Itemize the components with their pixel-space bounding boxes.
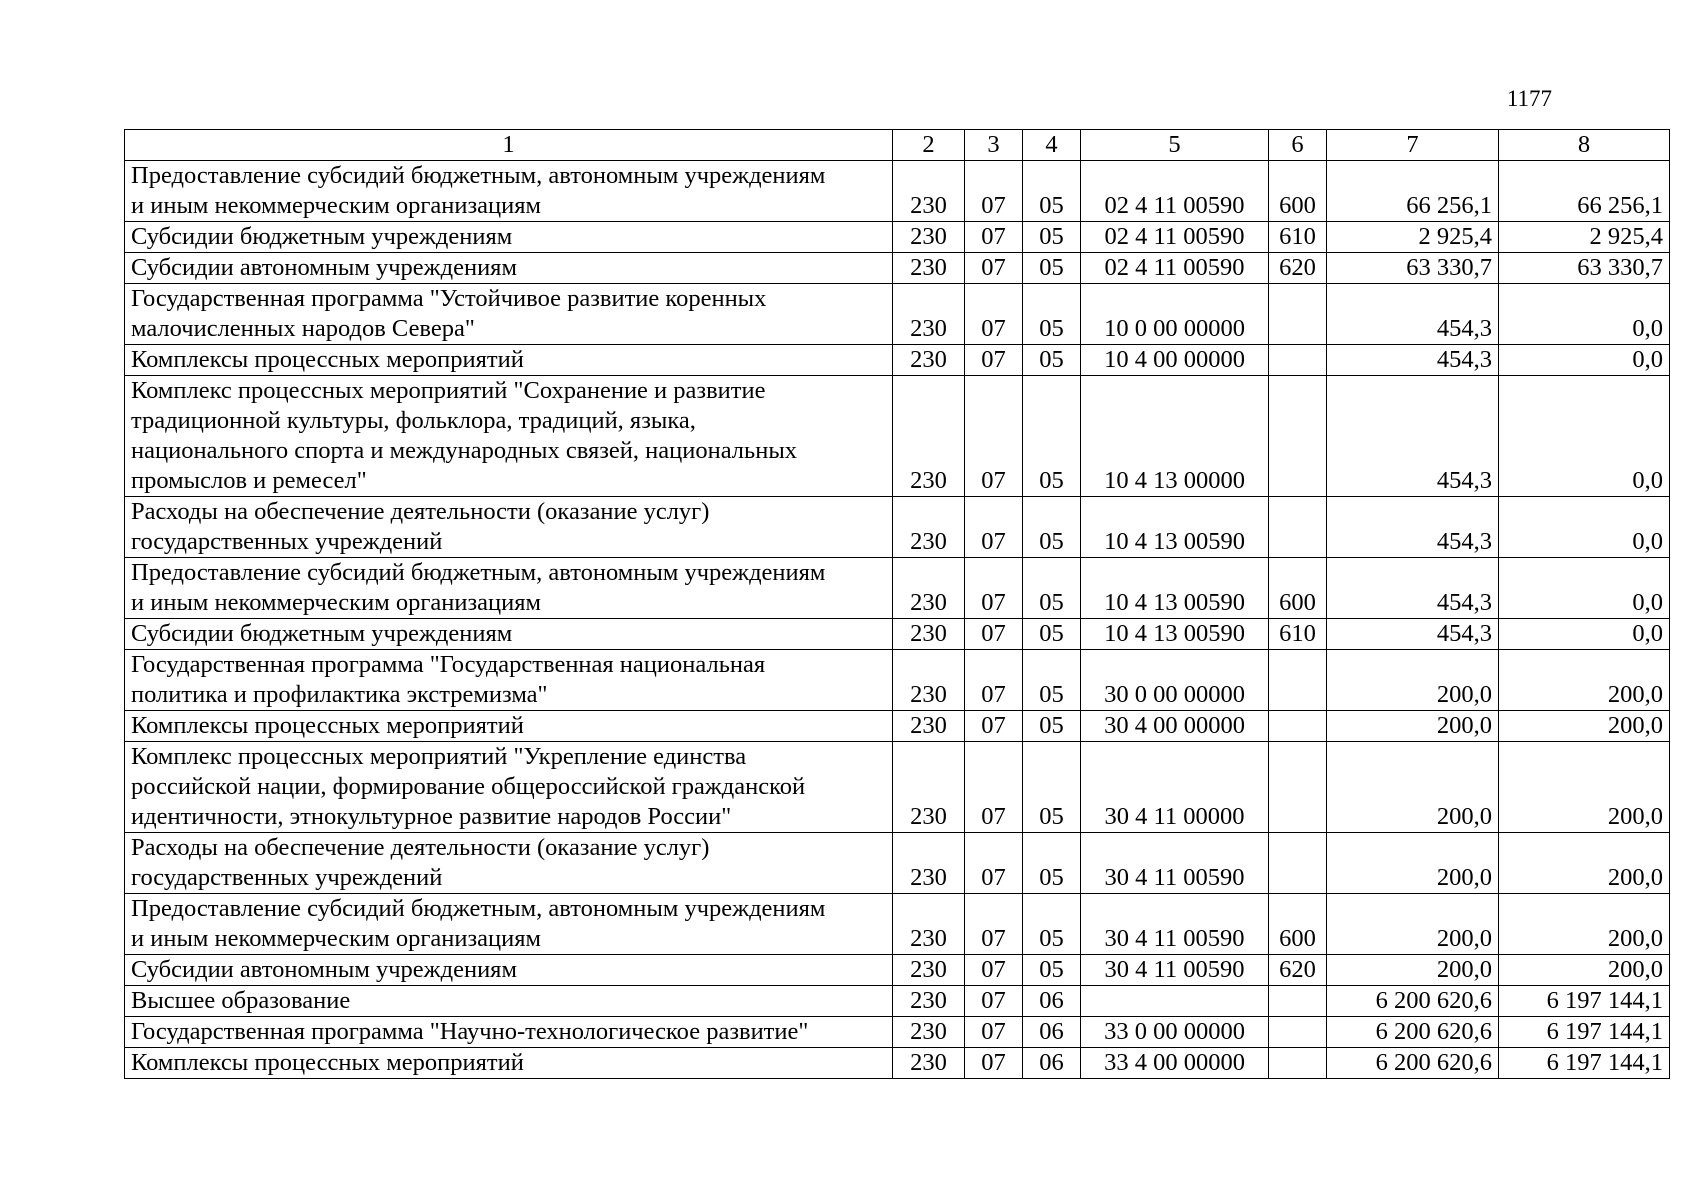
code-ministry-cell: 230 [893, 833, 965, 894]
amount-col-8-cell: 0,0 [1499, 284, 1670, 345]
amount-col-8-cell: 0,0 [1499, 558, 1670, 619]
code-target-article-cell: 30 4 11 00000 [1081, 742, 1269, 833]
column-header-8: 8 [1499, 130, 1670, 161]
code-target-article-cell [1081, 986, 1269, 1017]
page-number: 1177 [1506, 86, 1552, 111]
code-section-cell: 07 [965, 955, 1023, 986]
table-row [125, 345, 1670, 376]
table-row [125, 894, 1670, 955]
table-row [125, 619, 1670, 650]
code-section-cell: 07 [965, 986, 1023, 1017]
code-subsection-cell: 06 [1023, 1017, 1081, 1048]
code-ministry-cell: 230 [893, 894, 965, 955]
code-expense-type-cell [1269, 742, 1327, 833]
code-ministry-cell: 230 [893, 253, 965, 284]
code-ministry-cell: 230 [893, 742, 965, 833]
code-target-article-cell: 30 4 11 00590 [1081, 894, 1269, 955]
amount-col-7-cell: 454,3 [1327, 497, 1499, 558]
code-section-cell: 07 [965, 161, 1023, 222]
code-ministry-cell: 230 [893, 222, 965, 253]
code-ministry-cell: 230 [893, 650, 965, 711]
code-section-cell: 07 [965, 619, 1023, 650]
code-section-cell: 07 [965, 284, 1023, 345]
column-header-6: 6 [1269, 130, 1327, 161]
code-section-cell: 07 [965, 497, 1023, 558]
code-ministry-cell: 230 [893, 558, 965, 619]
amount-col-8-cell: 66 256,1 [1499, 161, 1670, 222]
amount-col-7-cell: 6 200 620,6 [1327, 1048, 1499, 1079]
amount-col-7-cell: 200,0 [1327, 833, 1499, 894]
budget-table [124, 129, 1670, 1079]
table-row [125, 558, 1670, 619]
code-target-article-cell: 02 4 11 00590 [1081, 222, 1269, 253]
amount-col-8-cell: 0,0 [1499, 376, 1670, 497]
amount-col-7-cell: 454,3 [1327, 558, 1499, 619]
table-row [125, 253, 1670, 284]
amount-col-7-cell: 454,3 [1327, 345, 1499, 376]
code-subsection-cell: 05 [1023, 558, 1081, 619]
code-subsection-cell: 05 [1023, 650, 1081, 711]
amount-col-8-cell: 200,0 [1499, 955, 1670, 986]
code-section-cell: 07 [965, 558, 1023, 619]
code-expense-type-cell [1269, 376, 1327, 497]
row-name-cell: Государственная программа "Устойчивое развитие коренных малочисленных народов Севера" [125, 284, 893, 345]
code-subsection-cell: 05 [1023, 376, 1081, 497]
row-name-cell: Комплекс процессных мероприятий "Сохранение и развитие традиционной культуры, фольклора, традиций, языка, национального спорта и международных связей, национальных промыслов и ремесел" [125, 376, 893, 497]
code-expense-type-cell [1269, 284, 1327, 345]
row-name-cell: Комплексы процессных мероприятий [125, 1048, 893, 1079]
code-target-article-cell: 10 4 13 00000 [1081, 376, 1269, 497]
amount-col-7-cell: 6 200 620,6 [1327, 986, 1499, 1017]
table-row [125, 1017, 1670, 1048]
amount-col-8-cell: 63 330,7 [1499, 253, 1670, 284]
amount-col-7-cell: 63 330,7 [1327, 253, 1499, 284]
row-name-cell: Расходы на обеспечение деятельности (оказание услуг) государственных учреждений [125, 833, 893, 894]
code-target-article-cell: 30 4 11 00590 [1081, 833, 1269, 894]
row-name-cell: Предоставление субсидий бюджетным, автономным учреждениям и иным некоммерческим организациям [125, 894, 893, 955]
code-section-cell: 07 [965, 376, 1023, 497]
row-name-cell: Комплексы процессных мероприятий [125, 345, 893, 376]
amount-col-8-cell: 6 197 144,1 [1499, 1017, 1670, 1048]
code-ministry-cell: 230 [893, 711, 965, 742]
row-name-cell: Субсидии бюджетным учреждениям [125, 222, 893, 253]
amount-col-8-cell: 200,0 [1499, 833, 1670, 894]
table-row [125, 161, 1670, 222]
table-row [125, 742, 1670, 833]
code-subsection-cell: 05 [1023, 253, 1081, 284]
table-row [125, 497, 1670, 558]
table-row [125, 222, 1670, 253]
amount-col-7-cell: 66 256,1 [1327, 161, 1499, 222]
table-body [125, 161, 1670, 1079]
amount-col-7-cell: 200,0 [1327, 955, 1499, 986]
code-expense-type-cell [1269, 711, 1327, 742]
row-name-cell: Государственная программа "Государственная национальная политика и профилактика экстремизма" [125, 650, 893, 711]
code-target-article-cell: 30 4 00 00000 [1081, 711, 1269, 742]
amount-col-8-cell: 2 925,4 [1499, 222, 1670, 253]
code-section-cell: 07 [965, 1017, 1023, 1048]
amount-col-8-cell: 0,0 [1499, 345, 1670, 376]
code-section-cell: 07 [965, 833, 1023, 894]
code-target-article-cell: 10 4 13 00590 [1081, 497, 1269, 558]
table-row [125, 376, 1670, 497]
code-subsection-cell: 05 [1023, 161, 1081, 222]
code-target-article-cell: 10 4 00 00000 [1081, 345, 1269, 376]
code-expense-type-cell [1269, 650, 1327, 711]
code-expense-type-cell [1269, 833, 1327, 894]
code-subsection-cell: 06 [1023, 986, 1081, 1017]
code-target-article-cell: 30 0 00 00000 [1081, 650, 1269, 711]
code-ministry-cell: 230 [893, 497, 965, 558]
column-header-4: 4 [1023, 130, 1081, 161]
code-subsection-cell: 06 [1023, 1048, 1081, 1079]
row-name-cell: Высшее образование [125, 986, 893, 1017]
code-section-cell: 07 [965, 222, 1023, 253]
code-section-cell: 07 [965, 894, 1023, 955]
column-header-3: 3 [965, 130, 1023, 161]
code-expense-type-cell [1269, 497, 1327, 558]
table-row [125, 711, 1670, 742]
code-expense-type-cell: 600 [1269, 558, 1327, 619]
code-target-article-cell: 02 4 11 00590 [1081, 161, 1269, 222]
code-section-cell: 07 [965, 253, 1023, 284]
amount-col-7-cell: 454,3 [1327, 619, 1499, 650]
amount-col-7-cell: 200,0 [1327, 711, 1499, 742]
column-header-2: 2 [893, 130, 965, 161]
code-expense-type-cell: 600 [1269, 894, 1327, 955]
table-row [125, 1048, 1670, 1079]
code-ministry-cell: 230 [893, 284, 965, 345]
code-expense-type-cell [1269, 986, 1327, 1017]
table-row [125, 650, 1670, 711]
code-expense-type-cell: 600 [1269, 161, 1327, 222]
row-name-cell: Субсидии автономным учреждениям [125, 955, 893, 986]
code-expense-type-cell [1269, 345, 1327, 376]
code-ministry-cell: 230 [893, 376, 965, 497]
amount-col-7-cell: 200,0 [1327, 742, 1499, 833]
column-header-1: 1 [125, 130, 893, 161]
code-section-cell: 07 [965, 711, 1023, 742]
row-name-cell: Субсидии бюджетным учреждениям [125, 619, 893, 650]
table-row [125, 986, 1670, 1017]
code-ministry-cell: 230 [893, 955, 965, 986]
code-target-article-cell: 33 0 00 00000 [1081, 1017, 1269, 1048]
code-subsection-cell: 05 [1023, 284, 1081, 345]
code-expense-type-cell [1269, 1048, 1327, 1079]
code-subsection-cell: 05 [1023, 345, 1081, 376]
amount-col-8-cell: 0,0 [1499, 619, 1670, 650]
amount-col-7-cell: 454,3 [1327, 284, 1499, 345]
amount-col-8-cell: 200,0 [1499, 711, 1670, 742]
amount-col-7-cell: 2 925,4 [1327, 222, 1499, 253]
code-target-article-cell: 30 4 11 00590 [1081, 955, 1269, 986]
amount-col-8-cell: 200,0 [1499, 894, 1670, 955]
code-expense-type-cell: 610 [1269, 619, 1327, 650]
code-expense-type-cell: 610 [1269, 222, 1327, 253]
code-subsection-cell: 05 [1023, 742, 1081, 833]
code-subsection-cell: 05 [1023, 222, 1081, 253]
code-expense-type-cell: 620 [1269, 253, 1327, 284]
amount-col-7-cell: 454,3 [1327, 376, 1499, 497]
amount-col-7-cell: 200,0 [1327, 650, 1499, 711]
code-subsection-cell: 05 [1023, 619, 1081, 650]
amount-col-8-cell: 6 197 144,1 [1499, 986, 1670, 1017]
code-subsection-cell: 05 [1023, 833, 1081, 894]
code-target-article-cell: 10 0 00 00000 [1081, 284, 1269, 345]
code-section-cell: 07 [965, 650, 1023, 711]
code-expense-type-cell [1269, 1017, 1327, 1048]
table-row [125, 284, 1670, 345]
code-subsection-cell: 05 [1023, 711, 1081, 742]
code-subsection-cell: 05 [1023, 894, 1081, 955]
code-target-article-cell: 10 4 13 00590 [1081, 619, 1269, 650]
row-name-cell: Государственная программа "Научно-технологическое развитие" [125, 1017, 893, 1048]
amount-col-7-cell: 200,0 [1327, 894, 1499, 955]
amount-col-8-cell: 0,0 [1499, 497, 1670, 558]
header-row [125, 130, 1670, 161]
table-row [125, 833, 1670, 894]
amount-col-8-cell: 200,0 [1499, 650, 1670, 711]
row-name-cell: Предоставление субсидий бюджетным, автономным учреждениям и иным некоммерческим организациям [125, 558, 893, 619]
code-ministry-cell: 230 [893, 1017, 965, 1048]
code-ministry-cell: 230 [893, 1048, 965, 1079]
code-ministry-cell: 230 [893, 619, 965, 650]
amount-col-7-cell: 6 200 620,6 [1327, 1017, 1499, 1048]
code-expense-type-cell: 620 [1269, 955, 1327, 986]
row-name-cell: Субсидии автономным учреждениям [125, 253, 893, 284]
table-row [125, 955, 1670, 986]
code-section-cell: 07 [965, 1048, 1023, 1079]
code-target-article-cell: 10 4 13 00590 [1081, 558, 1269, 619]
code-ministry-cell: 230 [893, 345, 965, 376]
code-section-cell: 07 [965, 345, 1023, 376]
code-subsection-cell: 05 [1023, 497, 1081, 558]
column-header-5: 5 [1081, 130, 1269, 161]
code-section-cell: 07 [965, 742, 1023, 833]
amount-col-8-cell: 200,0 [1499, 742, 1670, 833]
column-header-7: 7 [1327, 130, 1499, 161]
amount-col-8-cell: 6 197 144,1 [1499, 1048, 1670, 1079]
row-name-cell: Расходы на обеспечение деятельности (оказание услуг) государственных учреждений [125, 497, 893, 558]
code-target-article-cell: 33 4 00 00000 [1081, 1048, 1269, 1079]
row-name-cell: Предоставление субсидий бюджетным, автономным учреждениям и иным некоммерческим организациям [125, 161, 893, 222]
code-target-article-cell: 02 4 11 00590 [1081, 253, 1269, 284]
code-subsection-cell: 05 [1023, 955, 1081, 986]
row-name-cell: Комплекс процессных мероприятий "Укрепление единства российской нации, формирование общероссийской гражданской идентичности, этнокультурное развитие народов России" [125, 742, 893, 833]
row-name-cell: Комплексы процессных мероприятий [125, 711, 893, 742]
code-ministry-cell: 230 [893, 161, 965, 222]
code-ministry-cell: 230 [893, 986, 965, 1017]
